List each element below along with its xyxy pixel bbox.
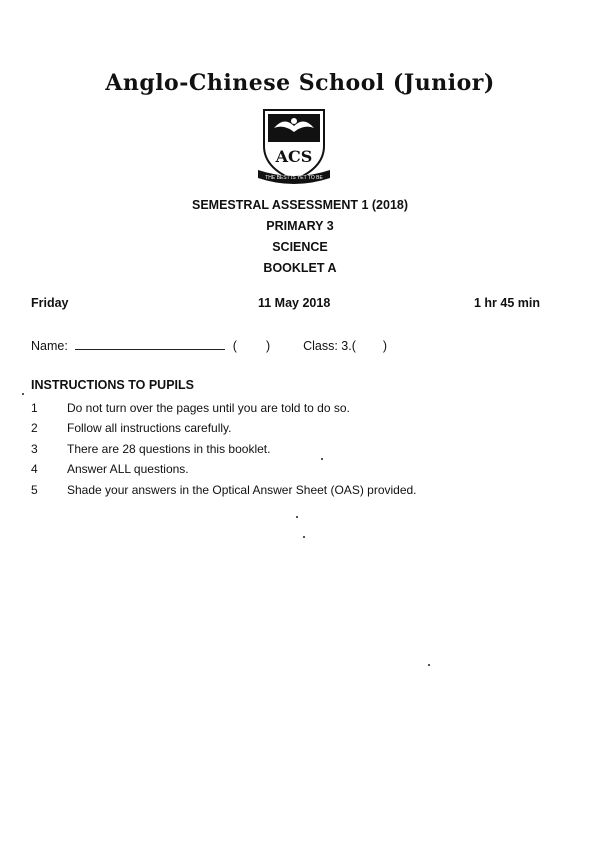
level-title: PRIMARY 3 [266, 219, 334, 233]
school-crest-logo [256, 106, 332, 186]
instruction-number: 1 [31, 401, 38, 415]
scan-speck [321, 458, 323, 460]
register-close-paren: ) [265, 339, 271, 353]
class-close-paren: ) [382, 339, 388, 353]
name-field-line[interactable] [75, 339, 225, 350]
instruction-text: There are 28 questions in this booklet. [67, 442, 271, 456]
booklet-title: BOOKLET A [263, 261, 337, 275]
instruction-text: Follow all instructions carefully. [67, 421, 232, 435]
subject-title: SCIENCE [272, 240, 328, 254]
scan-speck [303, 536, 305, 538]
scan-speck [428, 664, 430, 666]
instruction-number: 2 [31, 421, 38, 435]
instructions-heading: INSTRUCTIONS TO PUPILS [31, 378, 194, 392]
scan-speck [296, 516, 298, 518]
assessment-title: SEMESTRAL ASSESSMENT 1 (2018) [191, 198, 409, 212]
instruction-text: Do not turn over the pages until you are told to do so. [67, 401, 350, 415]
svg-text:THE BEST IS YET TO BE: THE BEST IS YET TO BE [265, 175, 323, 181]
name-label: Name: [31, 339, 68, 353]
instruction-number: 4 [31, 462, 38, 476]
exam-day: Friday [31, 296, 69, 310]
class-label: Class: 3.( [303, 339, 356, 353]
instruction-number: 5 [31, 483, 38, 497]
school-name: Anglo-Chinese School (Junior) [105, 70, 495, 96]
scan-speck [22, 393, 24, 395]
instruction-text: Answer ALL questions. [67, 462, 189, 476]
svg-text:ACS: ACS [275, 147, 313, 166]
instruction-number: 3 [31, 442, 38, 456]
exam-duration: 1 hr 45 min [474, 296, 540, 310]
instruction-text: Shade your answers in the Optical Answer Sheet (OAS) provided. [67, 483, 417, 497]
register-open-paren: ( [232, 339, 237, 353]
student-details-row [31, 339, 387, 353]
exam-date: 11 May 2018 [258, 296, 331, 310]
